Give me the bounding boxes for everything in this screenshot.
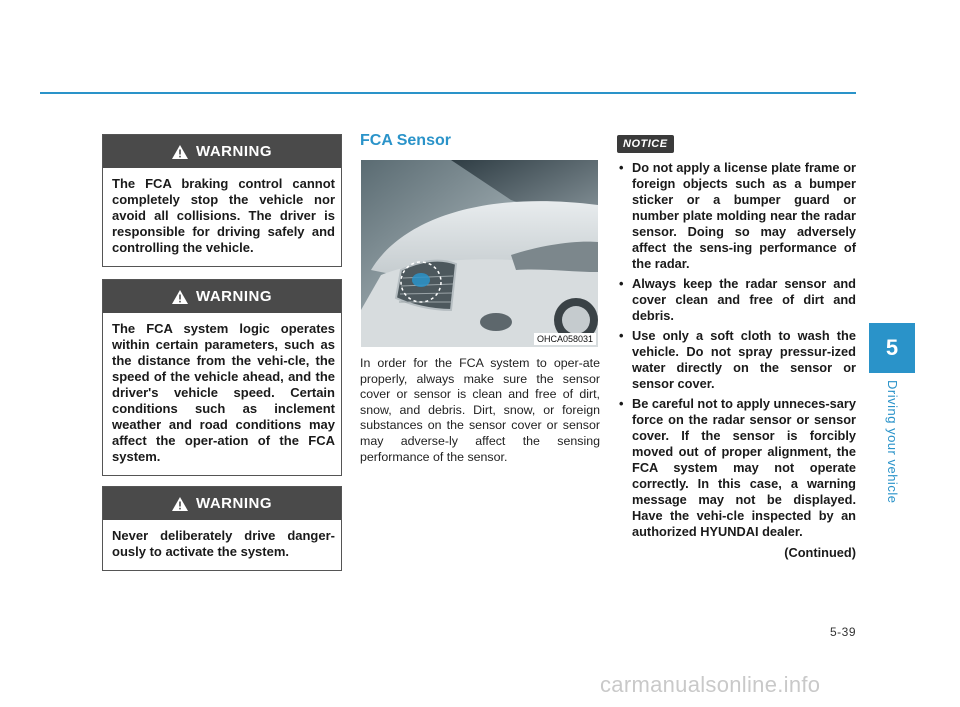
notice-item-text: Do not apply a license plate frame or foreign objects such as a bumper sticker or a bumper guard or number plate molding near the radar sensor. Doing so may adversely affect the sens-ing performance of the radar. xyxy=(632,160,856,271)
car-illustration xyxy=(361,160,598,347)
section-title: FCA Sensor xyxy=(360,132,451,149)
warning-title: WARNING xyxy=(196,143,272,160)
chapter-label-text: Driving your vehicle xyxy=(885,380,900,504)
warning-title: WARNING xyxy=(196,495,272,512)
warning-header xyxy=(103,280,341,313)
notice-item-text: Use only a soft cloth to wash the vehicle. Do not spray pressur-ized water directly on the sensor or sensor cover. xyxy=(632,328,856,391)
top-rule xyxy=(40,92,856,94)
warning-box-2 xyxy=(102,279,342,476)
car-front-image xyxy=(361,160,598,347)
list-item: • Be careful not to apply unneces-sary force on the radar sensor or sensor cover. If the sensor is forcibly moved out of proper alignment, the FCA system may not operate correctly. In this case, a warning message may not be displayed. Have the vehi-cle inspected by an authorized HYUNDAI dealer. xyxy=(619,396,857,539)
notice-list xyxy=(617,160,856,544)
warning-text: Never deliberately drive danger-ously to activate the system. xyxy=(112,528,335,559)
image-code: OHCA058031 xyxy=(534,333,596,345)
chapter-number: 5 xyxy=(885,335,899,360)
list-item: • Do not apply a license plate frame or foreign objects such as a bumper sticker or a bumper guard or number plate molding near the radar sensor. Doing so may adversely affect the sens-ing performance of the radar. xyxy=(619,160,856,271)
list-item: • Use only a soft cloth to wash the vehicle. Do not spray pressur-ized water directly on the sensor or sensor cover. xyxy=(619,328,856,391)
chapter-tab xyxy=(869,323,915,373)
list-item: • Always keep the radar sensor and cover clean and free of dirt and debris. xyxy=(619,276,856,323)
notice-badge: NOTICE xyxy=(617,135,674,153)
warning-header xyxy=(103,135,341,168)
warning-box-3 xyxy=(102,486,342,571)
warning-box-1 xyxy=(102,134,342,267)
notice-item-text: Be careful not to apply unneces-sary force on the radar sensor or sensor cover. If the sensor is forcibly moved out of proper alignment, the FCA system may not operate correctly. In this case, a warning message may not be displayed. Have the vehi-cle inspected by an authorized HYUNDAI dealer. xyxy=(632,396,857,539)
warning-text: The FCA braking control cannot completely stop the vehicle nor avoid all collisions. The driver is responsible for driving safely and controlling the vehicle. xyxy=(112,176,335,255)
continued-label: (Continued) xyxy=(784,545,856,560)
section-paragraph: In order for the FCA system to oper-ate properly, always make sure the sensor cover or sensor is clean and free of dirt, snow, and debris. Dirt, snow, or foreign substances on the sensor cover or sensor may adverse-ly affect the sensing performance of the sensor. xyxy=(360,356,600,464)
notice-item-text: Always keep the radar sensor and cover clean and free of dirt and debris. xyxy=(632,276,856,323)
warning-triangle-icon xyxy=(172,497,188,511)
warning-text: The FCA system logic operates within certain parameters, such as the distance from the vehi-cle, the speed of the vehicle ahead, and the driver's vehicle speed. Certain conditions such as inclement weather and road conditions may affect the oper-ation of the FCA system. xyxy=(112,321,335,464)
warning-header xyxy=(103,487,341,520)
watermark: carmanualsonline.info xyxy=(600,672,821,697)
page-number: 5-39 xyxy=(829,625,856,639)
warning-title: WARNING xyxy=(196,288,272,305)
chapter-label xyxy=(872,380,912,510)
warning-triangle-icon xyxy=(172,145,188,159)
warning-triangle-icon xyxy=(172,290,188,304)
